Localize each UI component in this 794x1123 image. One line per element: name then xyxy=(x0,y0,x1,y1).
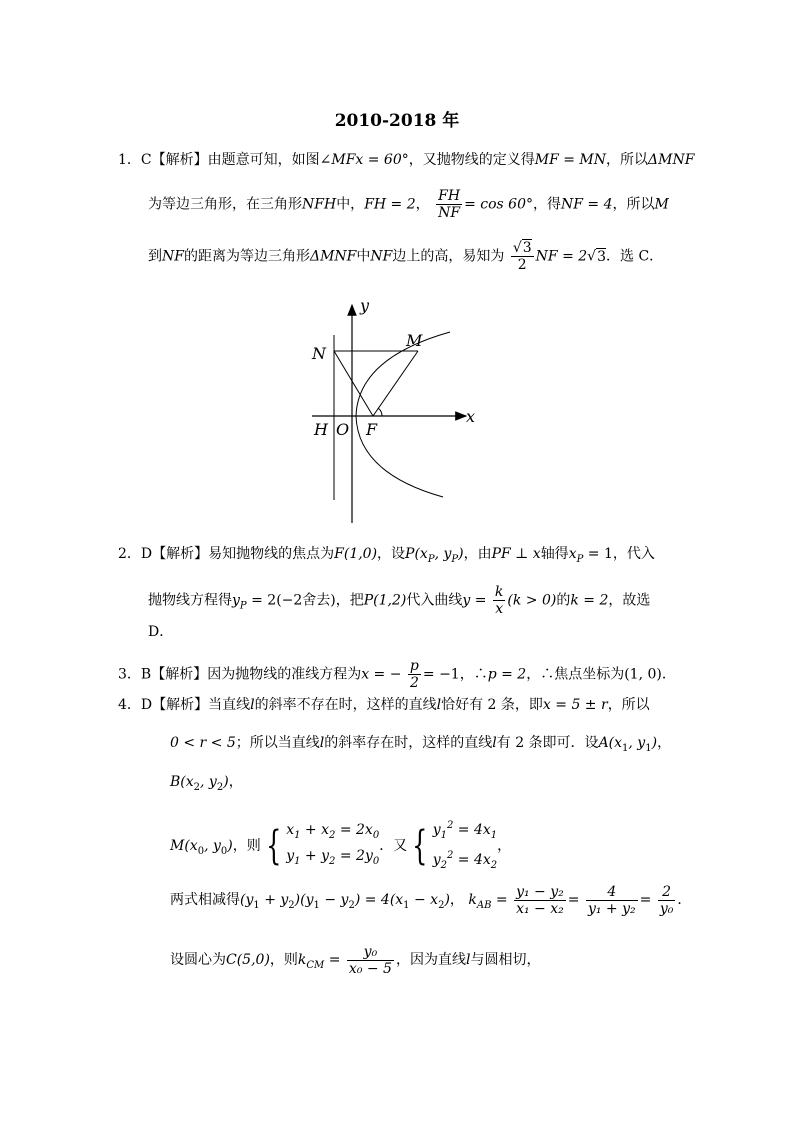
p2-line3: D． xyxy=(148,624,174,640)
segment-NF xyxy=(334,351,373,416)
angle-arc xyxy=(378,408,382,416)
label-O: O xyxy=(336,420,350,439)
p3-line1: 3．B【解析】因为抛物线的准线方程为x = − $\frac{p}{2}$ = −1，∴p = 2，∴焦点坐标为(1, 0)． xyxy=(118,658,676,691)
label-y: y xyxy=(360,296,370,315)
p1-line2: 为等边三角形，在三角形NFH中，FH = 2， $\frac{FH}{NF}$ = cos 60°，得NF = 4，所以M xyxy=(148,188,669,221)
p1-fraction: $\frac{FH}{NF}$ xyxy=(438,188,461,221)
p1-sqrt-fraction: $\frac{√3}{2}$ xyxy=(512,240,532,273)
label-x: x xyxy=(466,407,476,426)
p4-line5: 两式相减得$(y_1 + y_2)(y_1 - y_2) = 4(x_1 - x_2)$， $k_{AB}$ = $\frac{\text{y₁ − y₂}}{\text{x₁ − x₂}}$ = $\frac{4}{\text{y₁ + y₂}}$ = $\frac{2}{\text{y₀}}$ ． xyxy=(170,883,692,917)
p2-line1: 2．D【解析】易知抛物线的焦点为F(1,0)，设$P(x_P$, $y_P$)，由PF ⊥ x轴得$x_P = 1$，代入 xyxy=(118,546,655,565)
label-F: F xyxy=(366,420,378,439)
label-H: H xyxy=(314,420,328,439)
p4-line3: $B(x_2$, $y_2$)， xyxy=(170,774,243,793)
p1-line3: 到NF的距离为等边三角形ΔMNF中NF边上的高，易知为 $\frac{√3}{2}$ NF = 2√3．选 C． xyxy=(148,240,664,273)
parabola-curve xyxy=(356,332,450,497)
p4-line1: 4．D【解析】当直线l的斜率不存在时，这样的直线l恰好有 2 条，即x = 5 ± r，所以 xyxy=(118,697,650,713)
label-N: N xyxy=(312,344,326,363)
page-title: 2010-2018 年 xyxy=(334,111,460,131)
p4-line6: 设圆心为C(5,0)，则$k_{CM}$ = $\frac{\text{y₀}}{\text{x₀ − 5}}$ ，因为直线l与圆相切， xyxy=(170,943,541,977)
label-M: M xyxy=(406,331,423,350)
p1-line1: 1．C【解析】由题意可知，如图∠MFx = 60°，又抛物线的定义得MF = MN，所以ΔMNF xyxy=(118,152,695,168)
segment-MF xyxy=(373,351,418,416)
p4-line4: $M(x_0$, $y_0$)，则 { $x_1 + x_2 = 2x_0$ $y_1 + y_2 = 2y_0$ ．又 { $y_1^2 = 4x_1$ $y_2^2 = 4x_2$ ， xyxy=(170,820,512,871)
p4-line2: 0 < r < 5；所以当直线l的斜率存在时，这样的直线l有 2 条即可．设$A(x_1$, $y_1$)， xyxy=(170,735,672,754)
parabola-figure xyxy=(300,295,490,527)
p2-line2: 抛物线方程得$y_P = 2(-2$舍去)，把P(1,2)代入曲线y = $\frac{k}{x}$ (k > 0)的k = 2，故选 xyxy=(148,584,651,617)
